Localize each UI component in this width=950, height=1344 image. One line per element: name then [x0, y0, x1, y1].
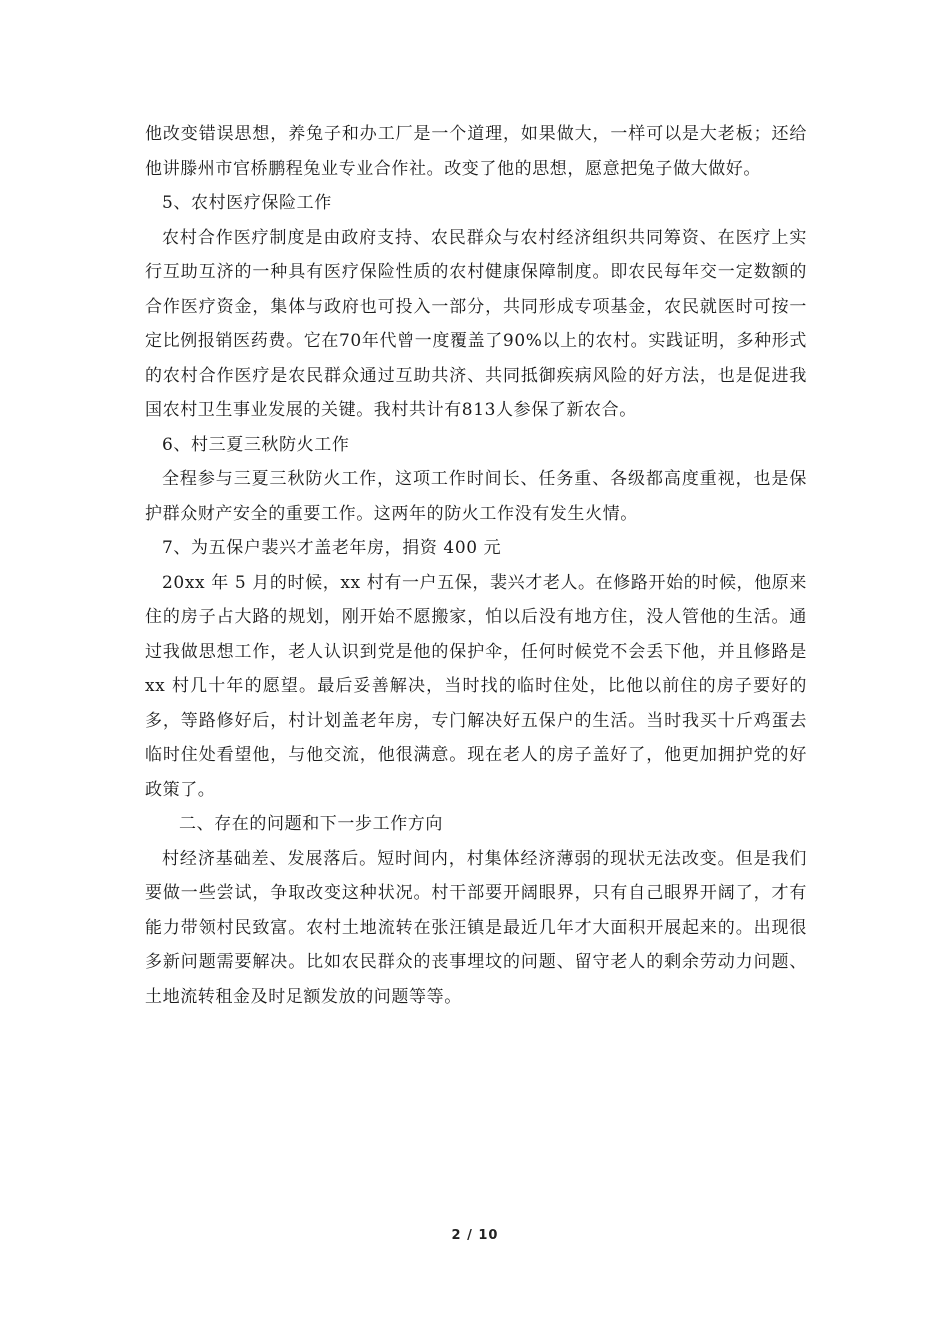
paragraph-rabbit-farming: 他改变错误思想，养兔子和办工厂是一个道理，如果做大，一样可以是大老板；还给他讲滕州市官桥鹏程兔业专业合作社。改变了他的思想，愿意把兔子做大做好。 [145, 124, 807, 179]
paragraph-elderly-housing: 20xx 年 5 月的时候，xx 村有一户五保，裴兴才老人。在修路开始的时候，他原来住的房子占大路的规划，刚开始不愿搬家，怕以后没有地方住，没人管他的生活。通过我做思想工作，老人认识到党是他的保护伞，任何时候党不会丢下他，并且修路是 xx 村几十年的愿望。最后妥善解决，当时找的临时住处，比他以前住的房子要好的多，等路修好后，村计划盖老年房，专门解决好五保户的生活。当时我买十斤鸡蛋去临时住处看望他，与他交流，他很满意。现在老人的房子盖好了，他更加拥护党的好政策了。 [145, 572, 807, 800]
page-number: 2 / 10 [451, 1228, 499, 1243]
paragraph-problems-and-direction: 村经济基础差、发展落后。短时间内，村集体经济薄弱的现状无法改变。但是我们要做一些尝试，争取改变这种状况。村干部要开阔眼界，只有自己眼界开阔了，才有能力带领村民致富。农村土地流转在张汪镇是最近几年才大面积开展起来的。出现很多新问题需要解决。比如农民群众的丧事埋坟的问题、留守老人的剩余劳动力问题、土地流转租金及时足额发放的问题等等。 [145, 848, 807, 1007]
heading-elderly-housing: 7、为五保户裴兴才盖老年房，捐资 400 元 [162, 538, 502, 558]
heading-fire-prevention: 6、村三夏三秋防火工作 [162, 434, 350, 455]
paragraph-fire-prevention: 全程参与三夏三秋防火工作，这项工作时间长、任务重、各级都高度重视，也是保护群众财产安全的重要工作。这两年的防火工作没有发生火情。 [145, 469, 807, 524]
heading-rural-medical-insurance: 5、农村医疗保险工作 [162, 193, 332, 213]
document-body [145, 117, 807, 1014]
paragraph-rural-medical-insurance: 农村合作医疗制度是由政府支持、农民群众与农村经济组织共同筹资、在医疗上实行互助互济的一种具有医疗保险性质的农村健康保障制度。即农民每年交一定数额的合作医疗资金，集体与政府也可投入一部分，共同形成专项基金，农民就医时可按一定比例报销医药费。它在70年代曾一度覆盖了90%以上的农村。实践证明，多种形式的农村合作医疗是农民群众通过互助共济、共同抵御疾病风险的好方法，也是促进我国农村卫生事业发展的关键。我村共计有813人参保了新农合。 [145, 227, 807, 420]
heading-problems-and-direction: 二、存在的问题和下一步工作方向 [179, 814, 443, 834]
